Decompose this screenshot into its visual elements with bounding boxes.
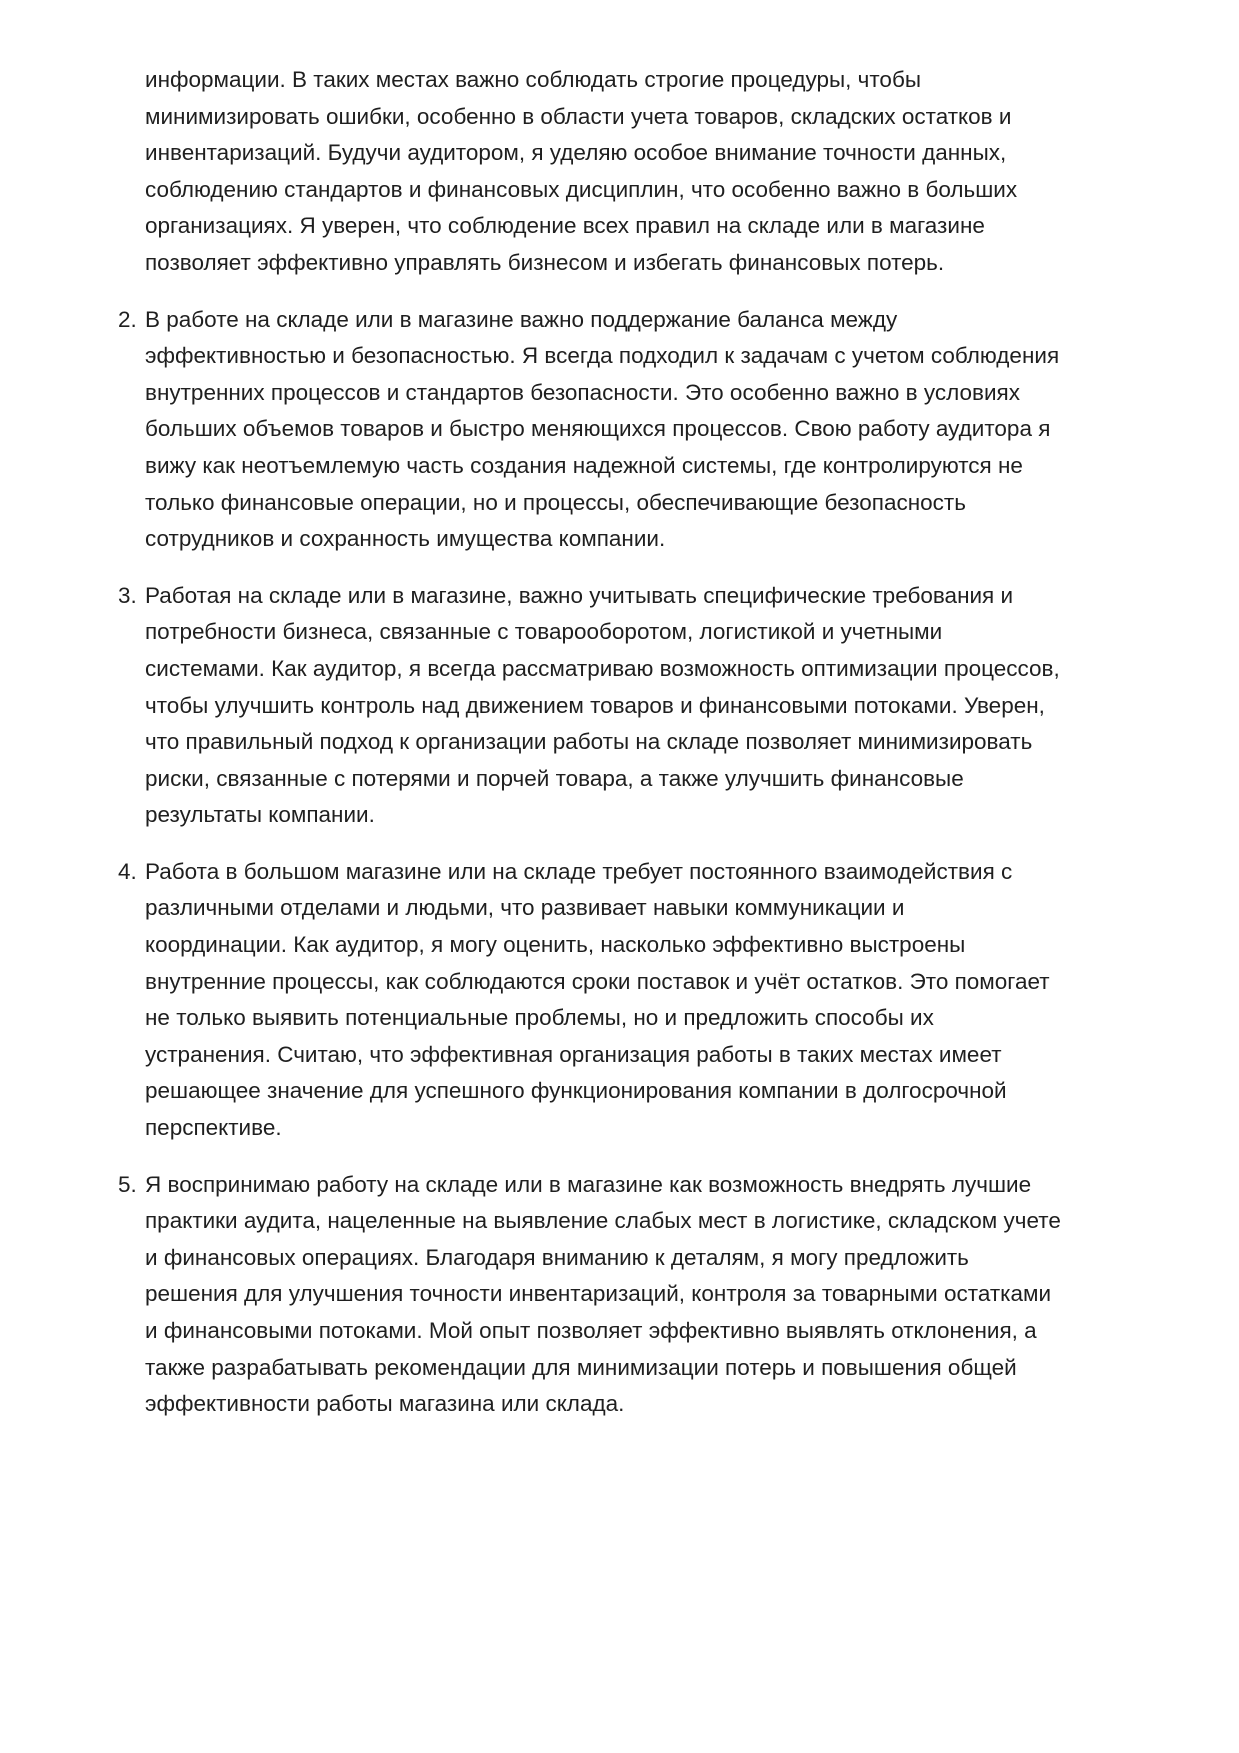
paragraph-line: вижу как неотъемлемую часть создания надежной системы, где контролируются не [145, 452, 1023, 478]
paragraph-line: минимизировать ошибки, особенно в области учета товаров, складских остатков и [145, 103, 1012, 129]
paragraph-line: различными отделами и людьми, что развивает навыки коммуникации и [145, 895, 905, 921]
paragraph-line: результаты компании. [145, 802, 375, 828]
paragraph-line: потребности бизнеса, связанные с товарооборотом, логистикой и учетными [145, 619, 943, 645]
paragraph-line: сотрудников и сохранность имущества компании. [145, 526, 666, 552]
paragraph-line: В работе на складе или в магазине важно поддержание баланса между [145, 306, 898, 332]
paragraph-line: больших объемов товаров и быстро меняющихся процессов. Свою работу аудитора я [145, 416, 1051, 442]
list-item-number: 3. [118, 582, 137, 608]
paragraph-line: системами. Как аудитор, я всегда рассматриваю возможность оптимизации процессов, [145, 655, 1060, 681]
paragraph-line: устранения. Считаю, что эффективная организация работы в таких местах имеет [145, 1041, 1002, 1067]
list-item [118, 854, 1205, 1147]
paragraph-line: внутренние процессы, как соблюдаются сроки поставок и учёт остатков. Это помогает [145, 968, 1050, 994]
paragraph-line: решения для улучшения точности инвентаризаций, контроля за товарными остатками [145, 1281, 1052, 1307]
paragraph-line: организациях. Я уверен, что соблюдение всех правил на складе или в магазине [145, 213, 985, 239]
paragraph-line: Работая на складе или в магазине, важно учитывать специфические требования и [145, 582, 1014, 608]
paragraph-line: также разрабатывать рекомендации для минимизации потерь и повышения общей [145, 1354, 1017, 1380]
paragraph-line: только финансовые операции, но и процессы, обеспечивающие безопасность [145, 489, 966, 515]
document-body [118, 62, 1205, 1443]
paragraph-line: не только выявить потенциальные проблемы, но и предложить способы их [145, 1005, 934, 1031]
paragraph-line: и финансовыми потоками. Мой опыт позволяет эффективно выявлять отклонения, а [145, 1318, 1037, 1343]
list-item-number: 5. [118, 1171, 137, 1197]
list-item [118, 1167, 1205, 1423]
paragraph-line: и финансовых операциях. Благодаря вниманию к деталям, я могу предложить [145, 1244, 969, 1270]
paragraph-line: координации. Как аудитор, я могу оценить, насколько эффективно выстроены [145, 932, 966, 958]
list-item-number: 2. [118, 306, 137, 332]
list-item [118, 302, 1205, 558]
paragraph-line: Я воспринимаю работу на складе или в магазине как возможность внедрять лучшие [145, 1171, 1032, 1197]
paragraph-line: информации. В таких местах важно соблюдать строгие процедуры, чтобы [145, 67, 922, 92]
paragraph-line: эффективностью и безопасностью. Я всегда подходил к задачам с учетом соблюдения [145, 343, 1060, 369]
paragraph-line: эффективности работы магазина или склада. [145, 1391, 625, 1417]
paragraph-line: практики аудита, нацеленные на выявление слабых мест в логистике, складском учете [145, 1208, 1061, 1234]
paragraph-line: позволяет эффективно управлять бизнесом и избегать финансовых потерь. [145, 249, 945, 275]
paragraph-line: внутренних процессов и стандартов безопасности. Это особенно важно в условиях [145, 379, 1020, 405]
paragraph-line: что правильный подход к организации работы на складе позволяет минимизировать [145, 729, 1033, 755]
paragraph-line: соблюдению стандартов и финансовых дисциплин, что особенно важно в больших [145, 176, 1018, 202]
paragraph-line: перспективе. [145, 1115, 282, 1141]
paragraph-line: Работа в большом магазине или на складе требует постоянного взаимодействия с [145, 858, 1013, 884]
paragraph-line: инвентаризаций. Будучи аудитором, я уделяю особое внимание точности данных, [145, 140, 1007, 166]
paragraph-line: риски, связанные с потерями и порчей товара, а также улучшить финансовые [145, 765, 964, 791]
list-item-number: 4. [118, 858, 137, 884]
paragraph-line: решающее значение для успешного функционирования компании в долгосрочной [145, 1078, 1007, 1104]
paragraph-line: чтобы улучшить контроль над движением товаров и финансовыми потоками. Уверен, [145, 692, 1045, 718]
list-item [145, 62, 1205, 282]
list-item [118, 578, 1205, 834]
